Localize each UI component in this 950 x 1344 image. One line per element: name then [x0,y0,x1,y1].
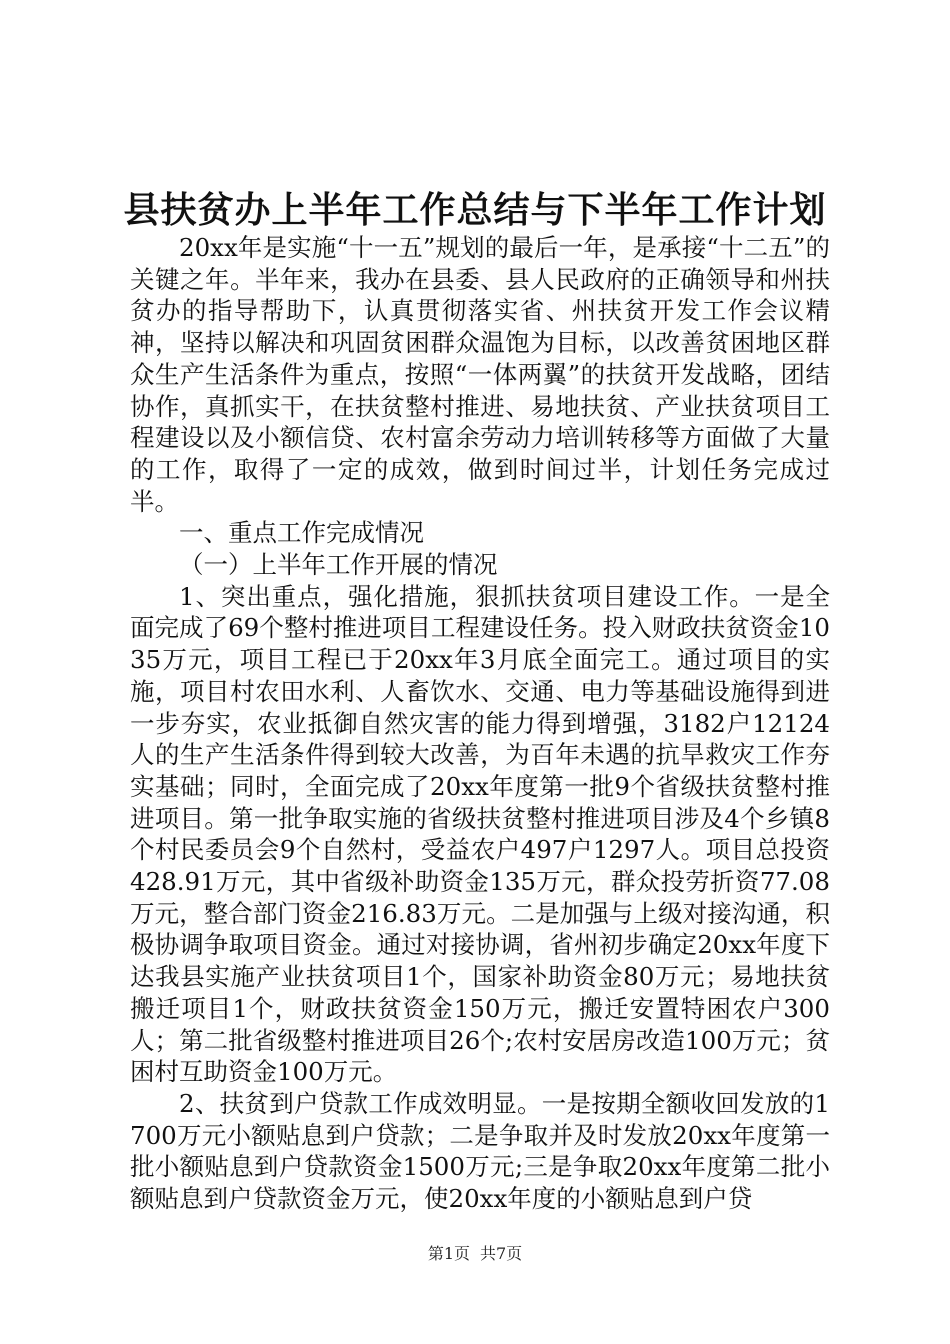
section-heading: 一、重点工作完成情况 [179,518,424,548]
page-footer [0,1244,950,1264]
paragraph-intro: 20xx年是实施“十一五”规划的最后一年，是承接“十二五”的关键之年。半年来，我办在县委、县人民政府的正确领导和州扶贫办的指导帮助下，认真贯彻落实省、州扶贫开发工作会议精神，坚持以解决和巩固贫困群众温饱为目标，以改善贫困地区群众生产生活条件为重点，按照“一体两翼”的扶贫开发战略，团结协作，真抓实干，在扶贫整村推进、易地扶贫、产业扶贫项目工程建设以及小额信贷、农村富余劳动力培训转移等方面做了大量的工作，取得了一定的成效，做到时间过半，计划任务完成过半。 [130,233,830,516]
page-number: 第1页 [427,1244,470,1263]
paragraph-item-2: 2、扶贫到户贷款工作成效明显。一是按期全额收回发放的1700万元小额贴息到户贷款；二是争取并及时发放20xx年度第一批小额贴息到户贷款资金1500万元;三是争取20xx年度第二批小额贴息到户贷款资金万元，使20xx年度的小额贴息到户贷 [130,1088,830,1214]
page-total: 共7页 [480,1244,523,1263]
subsection-heading: （一）上半年工作开展的情况 [179,550,498,580]
paragraph-item-1: 1、突出重点，强化措施，狠抓扶贫项目建设工作。一是全面完成了69个整村推进项目工程建设任务。投入财政扶贫资金1035万元，项目工程已于20xx年3月底全面完工。通过项目的实施，项目村农田水利、人畜饮水、交通、电力等基础设施得到进一步夯实，农业抵御自然灾害的能力得到增强，3182户12124人的生产生活条件得到较大改善，为百年未遇的抗旱救灾工作夯实基础；同时，全面完成了20xx年度第一批9个省级扶贫整村推进项目。第一批争取实施的省级扶贫整村推进项目涉及4个乡镇8个村民委员会9个自然村，受益农户497户1297人。项目总投资428.91万元，其中省级补助资金135万元，群众投劳折资77.08万元，整合部门资金216.83万元。二是加强与上级对接沟通，积极协调争取项目资金。通过对接协调，省州初步确定20xx年度下达我县实施产业扶贫项目1个，国家补助资金80万元；易地扶贫搬迁项目1个，财政扶贫资金150万元，搬迁安置特困农户300人；第二批省级整村推进项目26个;农村安居房改造100万元；贫困村互助资金100万元。 [130,581,830,1087]
document-title: 县扶贫办上半年工作总结与下半年工作计划 [123,189,827,231]
document-body [130,232,830,1215]
